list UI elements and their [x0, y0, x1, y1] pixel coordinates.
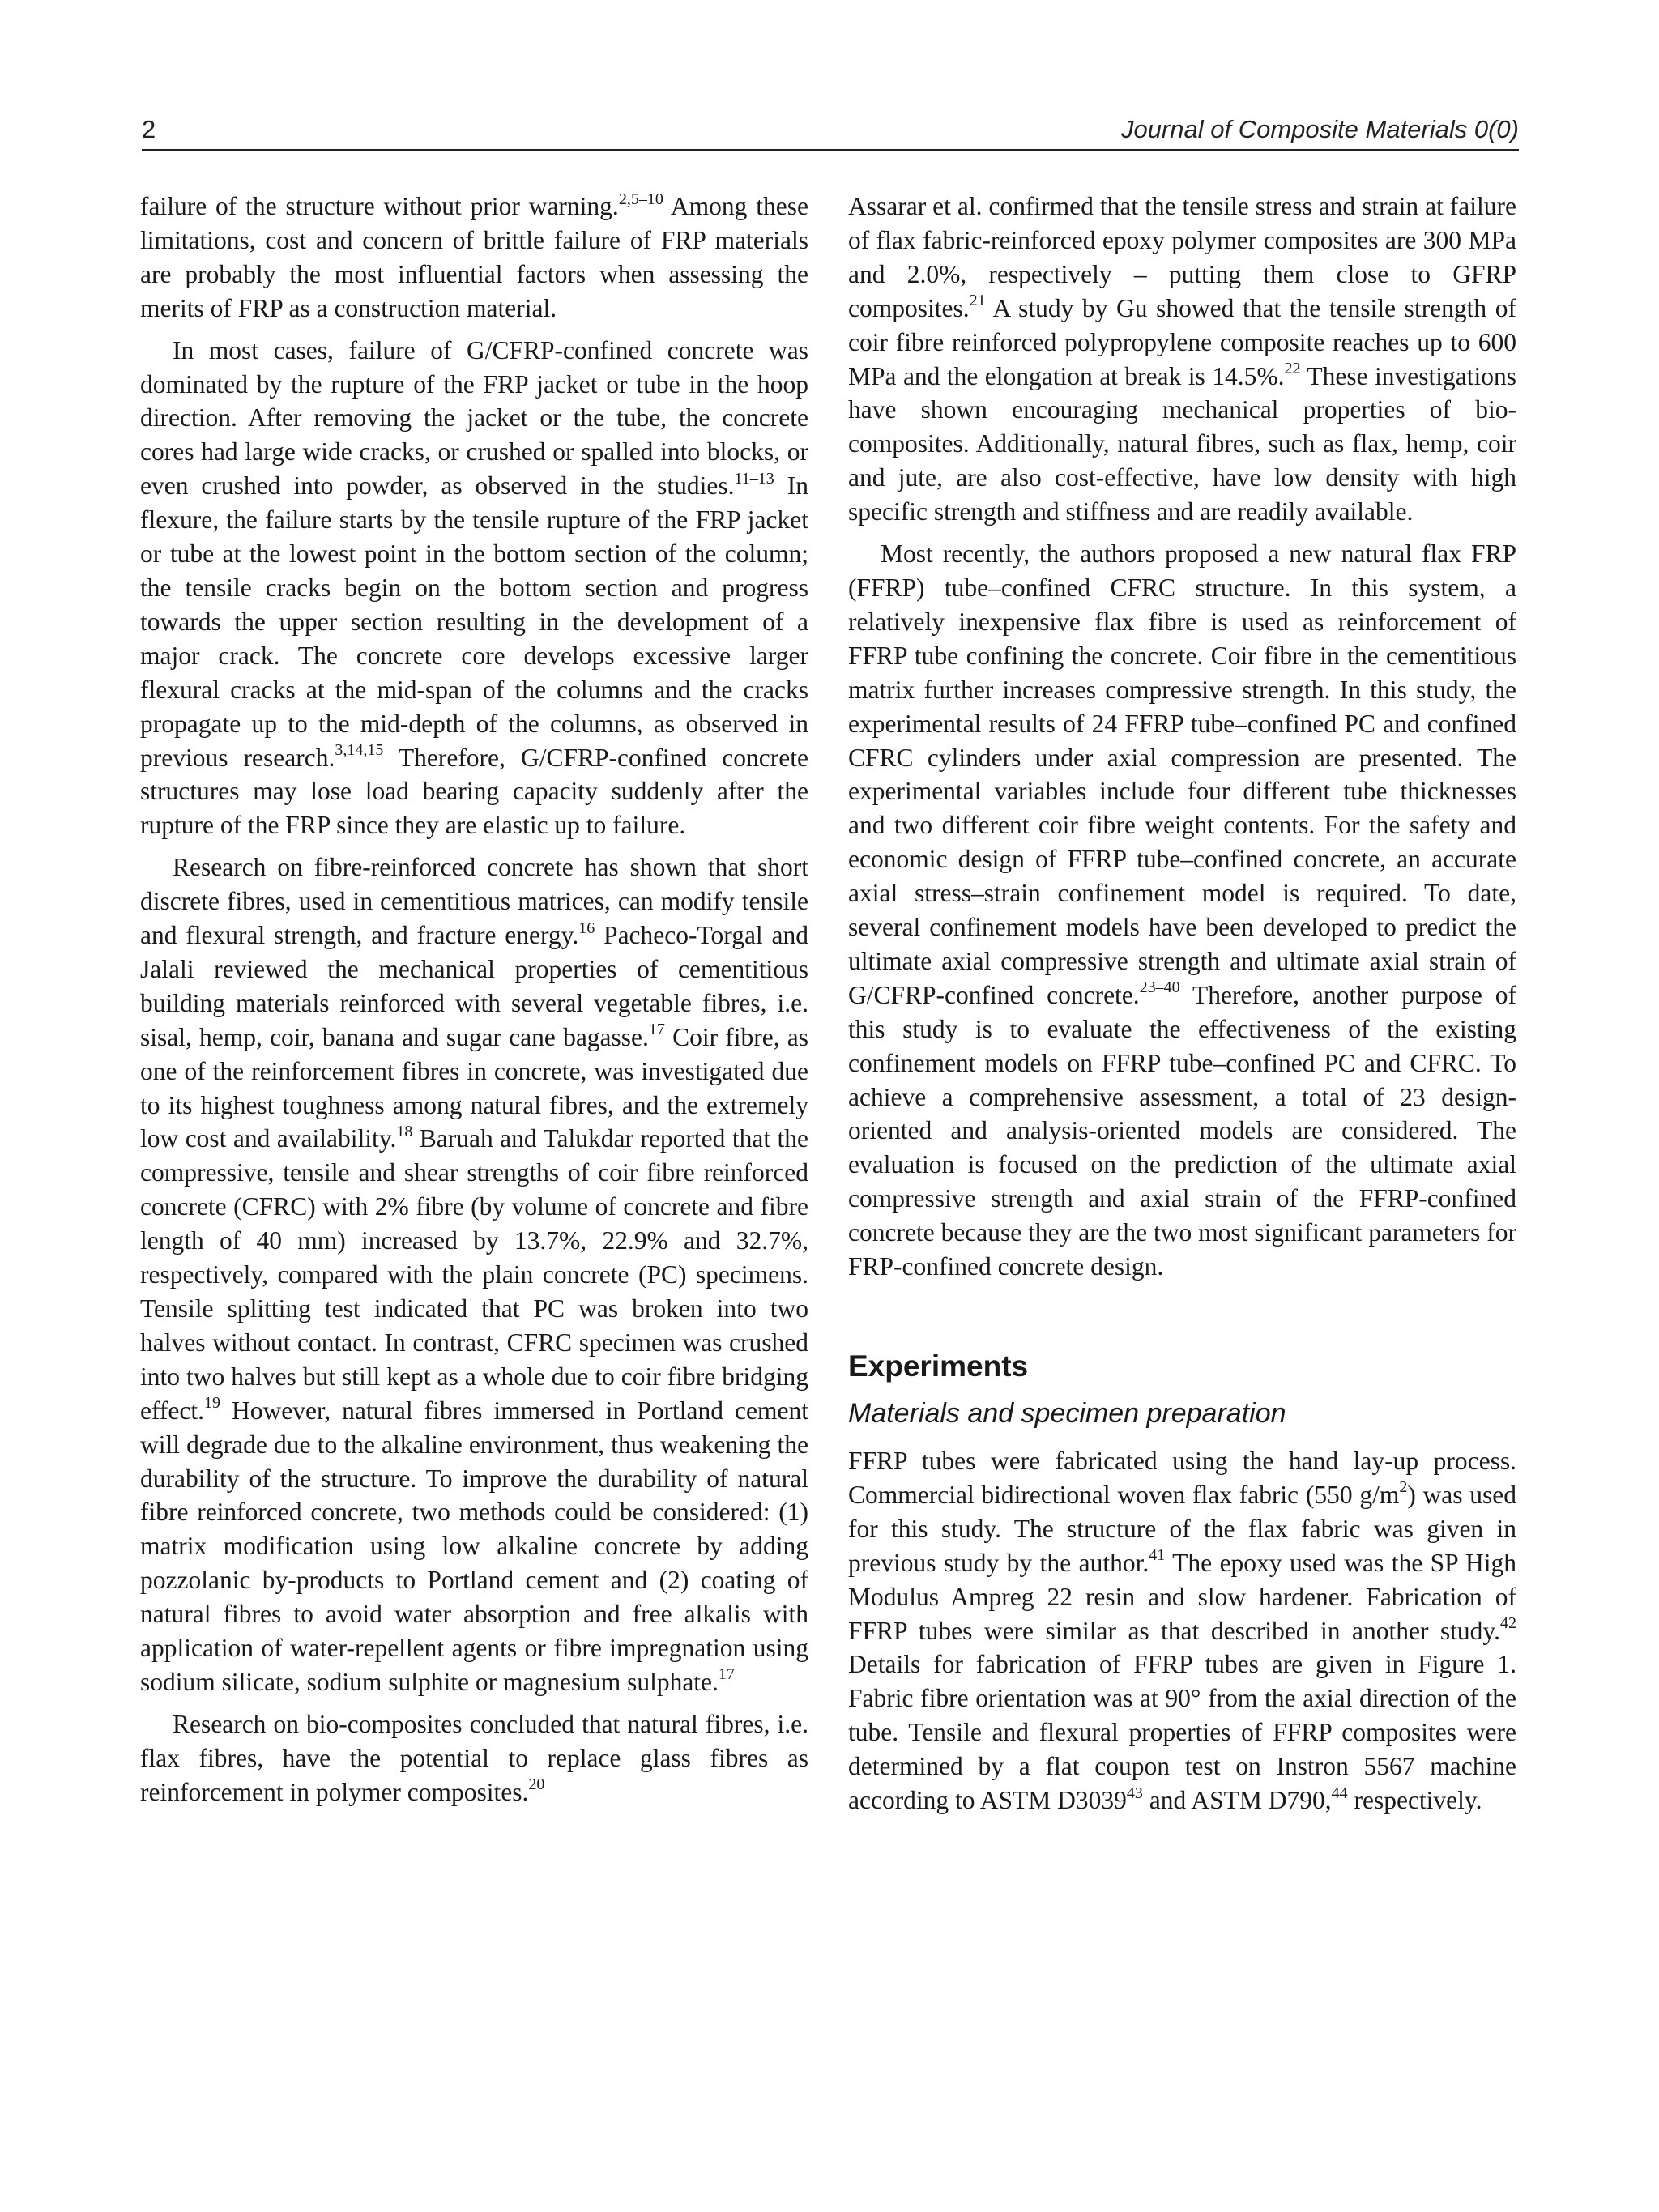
citation: 42	[1500, 1614, 1516, 1633]
citation: 17	[718, 1665, 735, 1684]
paragraph: failure of the structure without prior warning.$^{2,5-10}$ Among these limitations, cost and concern of brittle failure of FRP materials are probably the most influential factors when assessing the merits of FRP as a construction material.	[140, 190, 808, 322]
citation: 2,5–10	[618, 190, 663, 208]
paragraph: Assarar et al. confirmed that the tensile stress and strain at failure of flax fabric-reinforced epoxy polymer composites are 300 MPa and 2.0%, respectively – putting them close to GFRP composites.$^{21}$ A study by Gu showed that the tensile strength of coir fibre reinforced polypropylene composite reaches up to 600 MPa and the elongation at break is 14.5%.$^{22}$ These investigations have shown encouraging mechanical properties of bio-composites. Additionally, natural fibres, such as flax, hemp, coir and jute, are also cost-effective, have low density with high specific strength and stiffness and are readily available.	[848, 192, 1516, 526]
citation: 22	[1284, 360, 1301, 378]
citation: 21	[969, 292, 986, 310]
citation: 43	[1126, 1784, 1143, 1802]
page-number: 2	[142, 115, 156, 143]
section-heading: Experiments	[848, 1349, 1029, 1383]
citation: 11–13	[734, 469, 774, 488]
superscript: 2	[1399, 1478, 1408, 1497]
citation: 20	[528, 1775, 545, 1794]
citation: 19	[203, 1394, 220, 1413]
citation: 41	[1149, 1546, 1166, 1565]
paragraph: Research on bio-composites concluded that natural fibres, i.e. flax fibres, have the potential to replace glass fibres as reinforcement in polymer composites.$^{20}$	[140, 1709, 808, 1806]
citation: 16	[578, 918, 595, 937]
journal-title: Journal of Composite Materials 0(0)	[1120, 115, 1519, 143]
citation: 44	[1331, 1784, 1348, 1802]
paragraph: Research on fibre-reinforced concrete has shown that short discrete fibres, used in cementitious matrices, can modify tensile and flexural strength, and fracture energy.$^{16}$ Pacheco-Torgal and Jalali reviewed the mechanical properties of cementitious building materials reinforced with several vegetable fibres, i.e. sisal, hemp, coir, banana and sugar cane bagasse.$^{17}$ Coir fibre, as one of the reinforcement fibres in concrete, was investigated due to its highest toughness among natural fibres, and the extremely low cost and availability.$^{18}$ Baruah and Talukdar reported that the compressive, tensile and shear strengths of coir fibre reinforced concrete (CFRC) with 2% fibre (by volume of concrete and fibre length of 40 mm) increased by 13.7%, 22.9% and 32.7%, respectively, compared with the plain concrete (PC) specimens. Tensile splitting test indicated that PC was broken into two halves without contact. In contrast, CFRC specimen was crushed into two halves but still kept as a whole due to coir fibre bridging effect.$^{19}$ However, natural fibres immersed in Portland cement will degrade due to the alkaline environment, thus weakening the durability of the structure. To improve the durability of natural fibre reinforced concrete, two methods could be considered: (1) matrix modification using low alkaline concrete by adding pozzolanic by-products to Portland cement and (2) coating of natural fibres to avoid water absorption and free alkalis with application of water-repellent agents or fibre impregnation using sodium silicate, sodium sulphite or magnesium sulphate.$^{17}$	[140, 853, 808, 1696]
paragraph: FFRP tubes were fabricated using the hand lay-up process. Commercial bidirectional woven flax fabric (550 $g/m^2$) was used for this study. The structure of the flax fabric was given in previous study by the author.$^{41}$ The epoxy used was the SP High Modulus Ampreg 22 resin and slow hardener. Fabrication of FFRP tubes were similar as that described in another study.$^{42}$ Details for fabrication of FFRP tubes are given in Figure 1. Fabric fibre orientation was at 90° from the axial direction of the tube. Tensile and flexural properties of FFRP composites were determined by a flat coupon test on Instron 5567 machine according to ASTM D3039$^{43}$ and ASTM D790,44 respectively.	[848, 1447, 1516, 1815]
paragraph: In most cases, failure of G/CFRP-confined concrete was dominated by the rupture of the FRP jacket or tube in the hoop direction. After removing the jacket or the tube, the concrete cores had large wide cracks, or crushed or spalled into blocks, or even crushed into powder, as observed in the studies.$^{11-13}$ In flexure, the failure starts by the tensile rupture of the FRP jacket or tube at the lowest point in the bottom section of the column; the tensile cracks begin on the bottom section and progress towards the upper section resulting in the development of a major crack. The concrete core develops excessive larger flexural cracks at the mid-span of the columns and the cracks propagate up to the mid-depth of the columns, as observed in previous research.$^{3,14,15}$ Therefore, G/CFRP-confined concrete structures may lose load bearing capacity suddenly after the rupture of the FRP since they are elastic up to failure.	[140, 335, 808, 840]
citation: 17	[648, 1021, 665, 1039]
left-column	[140, 190, 808, 1809]
citation: 3,14,15	[335, 741, 384, 759]
right-column	[848, 190, 1516, 1818]
running-header	[142, 113, 1519, 151]
citation: 18	[396, 1122, 413, 1140]
paragraph: Most recently, the authors proposed a new natural flax FRP (FFRP) tube–confined CFRC structure. In this system, a relatively inexpensive flax fibre is used as reinforcement of FFRP tube confining the concrete. Coir fibre in the cementitious matrix further increases compressive strength. In this study, the experimental results of 24 FFRP tube–confined PC and confined CFRC cylinders under axial compression are presented. The experimental variables include four different tube thicknesses and two different coir fibre weight contents. For the safety and economic design of FFRP tube–confined concrete, an accurate axial stress–strain confinement model is required. To date, several confinement models have been developed to predict the ultimate axial compressive strength and ultimate axial strain of G/CFRP-confined concrete.$^{23-40}$ Therefore, another purpose of this study is to evaluate the effectiveness of the existing confinement models on FFRP tube–confined PC and CFRC. To achieve a comprehensive assessment, a total of 23 design-oriented and analysis-oriented models are considered. The evaluation is focused on the prediction of the ultimate axial compressive strength and axial strain of the FFRP-confined concrete because they are the two most significant parameters for FRP-confined concrete design.	[848, 539, 1516, 1281]
subsection-heading: Materials and specimen preparation	[848, 1398, 1286, 1429]
citation: 23–40	[1139, 978, 1180, 997]
